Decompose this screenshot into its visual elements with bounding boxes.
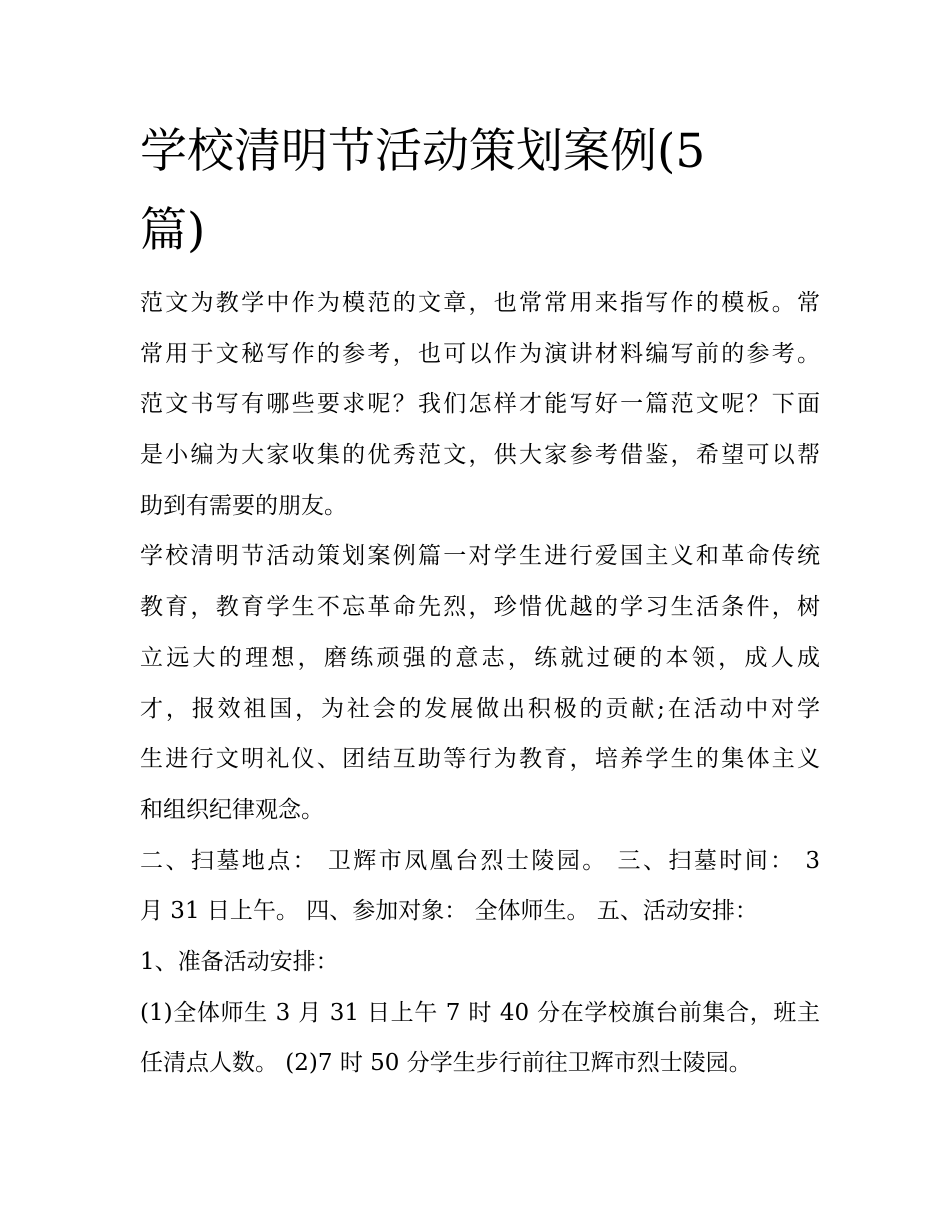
title-line-1: 学校清明节活动策划案例(5 <box>140 124 706 179</box>
body-line: 任清点人数。 (2)7 时 50 分学生步行前往卫辉市烈士陵园。 <box>140 1050 752 1077</box>
body-line: 月 31 日上午。 四、参加对象： 全体师生。 五、活动安排： <box>140 898 758 925</box>
body-line: 和组织纪律观念。 <box>140 796 324 823</box>
body-line: 范文书写有哪些要求呢？我们怎样才能写好一篇范文呢？下面 <box>140 391 820 418</box>
body-line: 范文为教学中作为模范的文章，也常常用来指写作的模板。常 <box>140 290 820 316</box>
body-line: 生进行文明礼仪、团结互助等行为教育，培养学生的集体主义 <box>140 746 820 773</box>
document-title <box>140 112 820 270</box>
body-line: 才，报效祖国，为社会的发展做出积极的贡献;在活动中对学 <box>140 695 820 722</box>
document-body <box>140 278 820 1089</box>
body-line: 教育，教育学生不忘革命先烈，珍惜优越的学习生活条件，树 <box>140 594 820 621</box>
body-line: 助到有需要的朋友。 <box>140 492 347 519</box>
title-line-2: 篇) <box>140 203 206 258</box>
body-line: (1)全体师生 3 月 31 日上午 7 时 40 分在学校旗台前集合，班主 <box>140 999 820 1026</box>
body-line: 是小编为大家收集的优秀范文，供大家参考借鉴，希望可以帮 <box>140 442 820 469</box>
body-line: 学校清明节活动策划案例篇一对学生进行爱国主义和革命传统 <box>140 543 820 570</box>
body-line: 立远大的理想，磨练顽强的意志，练就过硬的本领，成人成 <box>140 644 820 671</box>
body-line: 常用于文秘写作的参考，也可以作为演讲材料编写前的参考。 <box>140 340 820 367</box>
body-line: 1、准备活动安排： <box>140 948 339 975</box>
body-line: 二、扫墓地点： 卫辉市凤凰台烈士陵园。 三、扫墓时间： 3 <box>140 847 820 874</box>
